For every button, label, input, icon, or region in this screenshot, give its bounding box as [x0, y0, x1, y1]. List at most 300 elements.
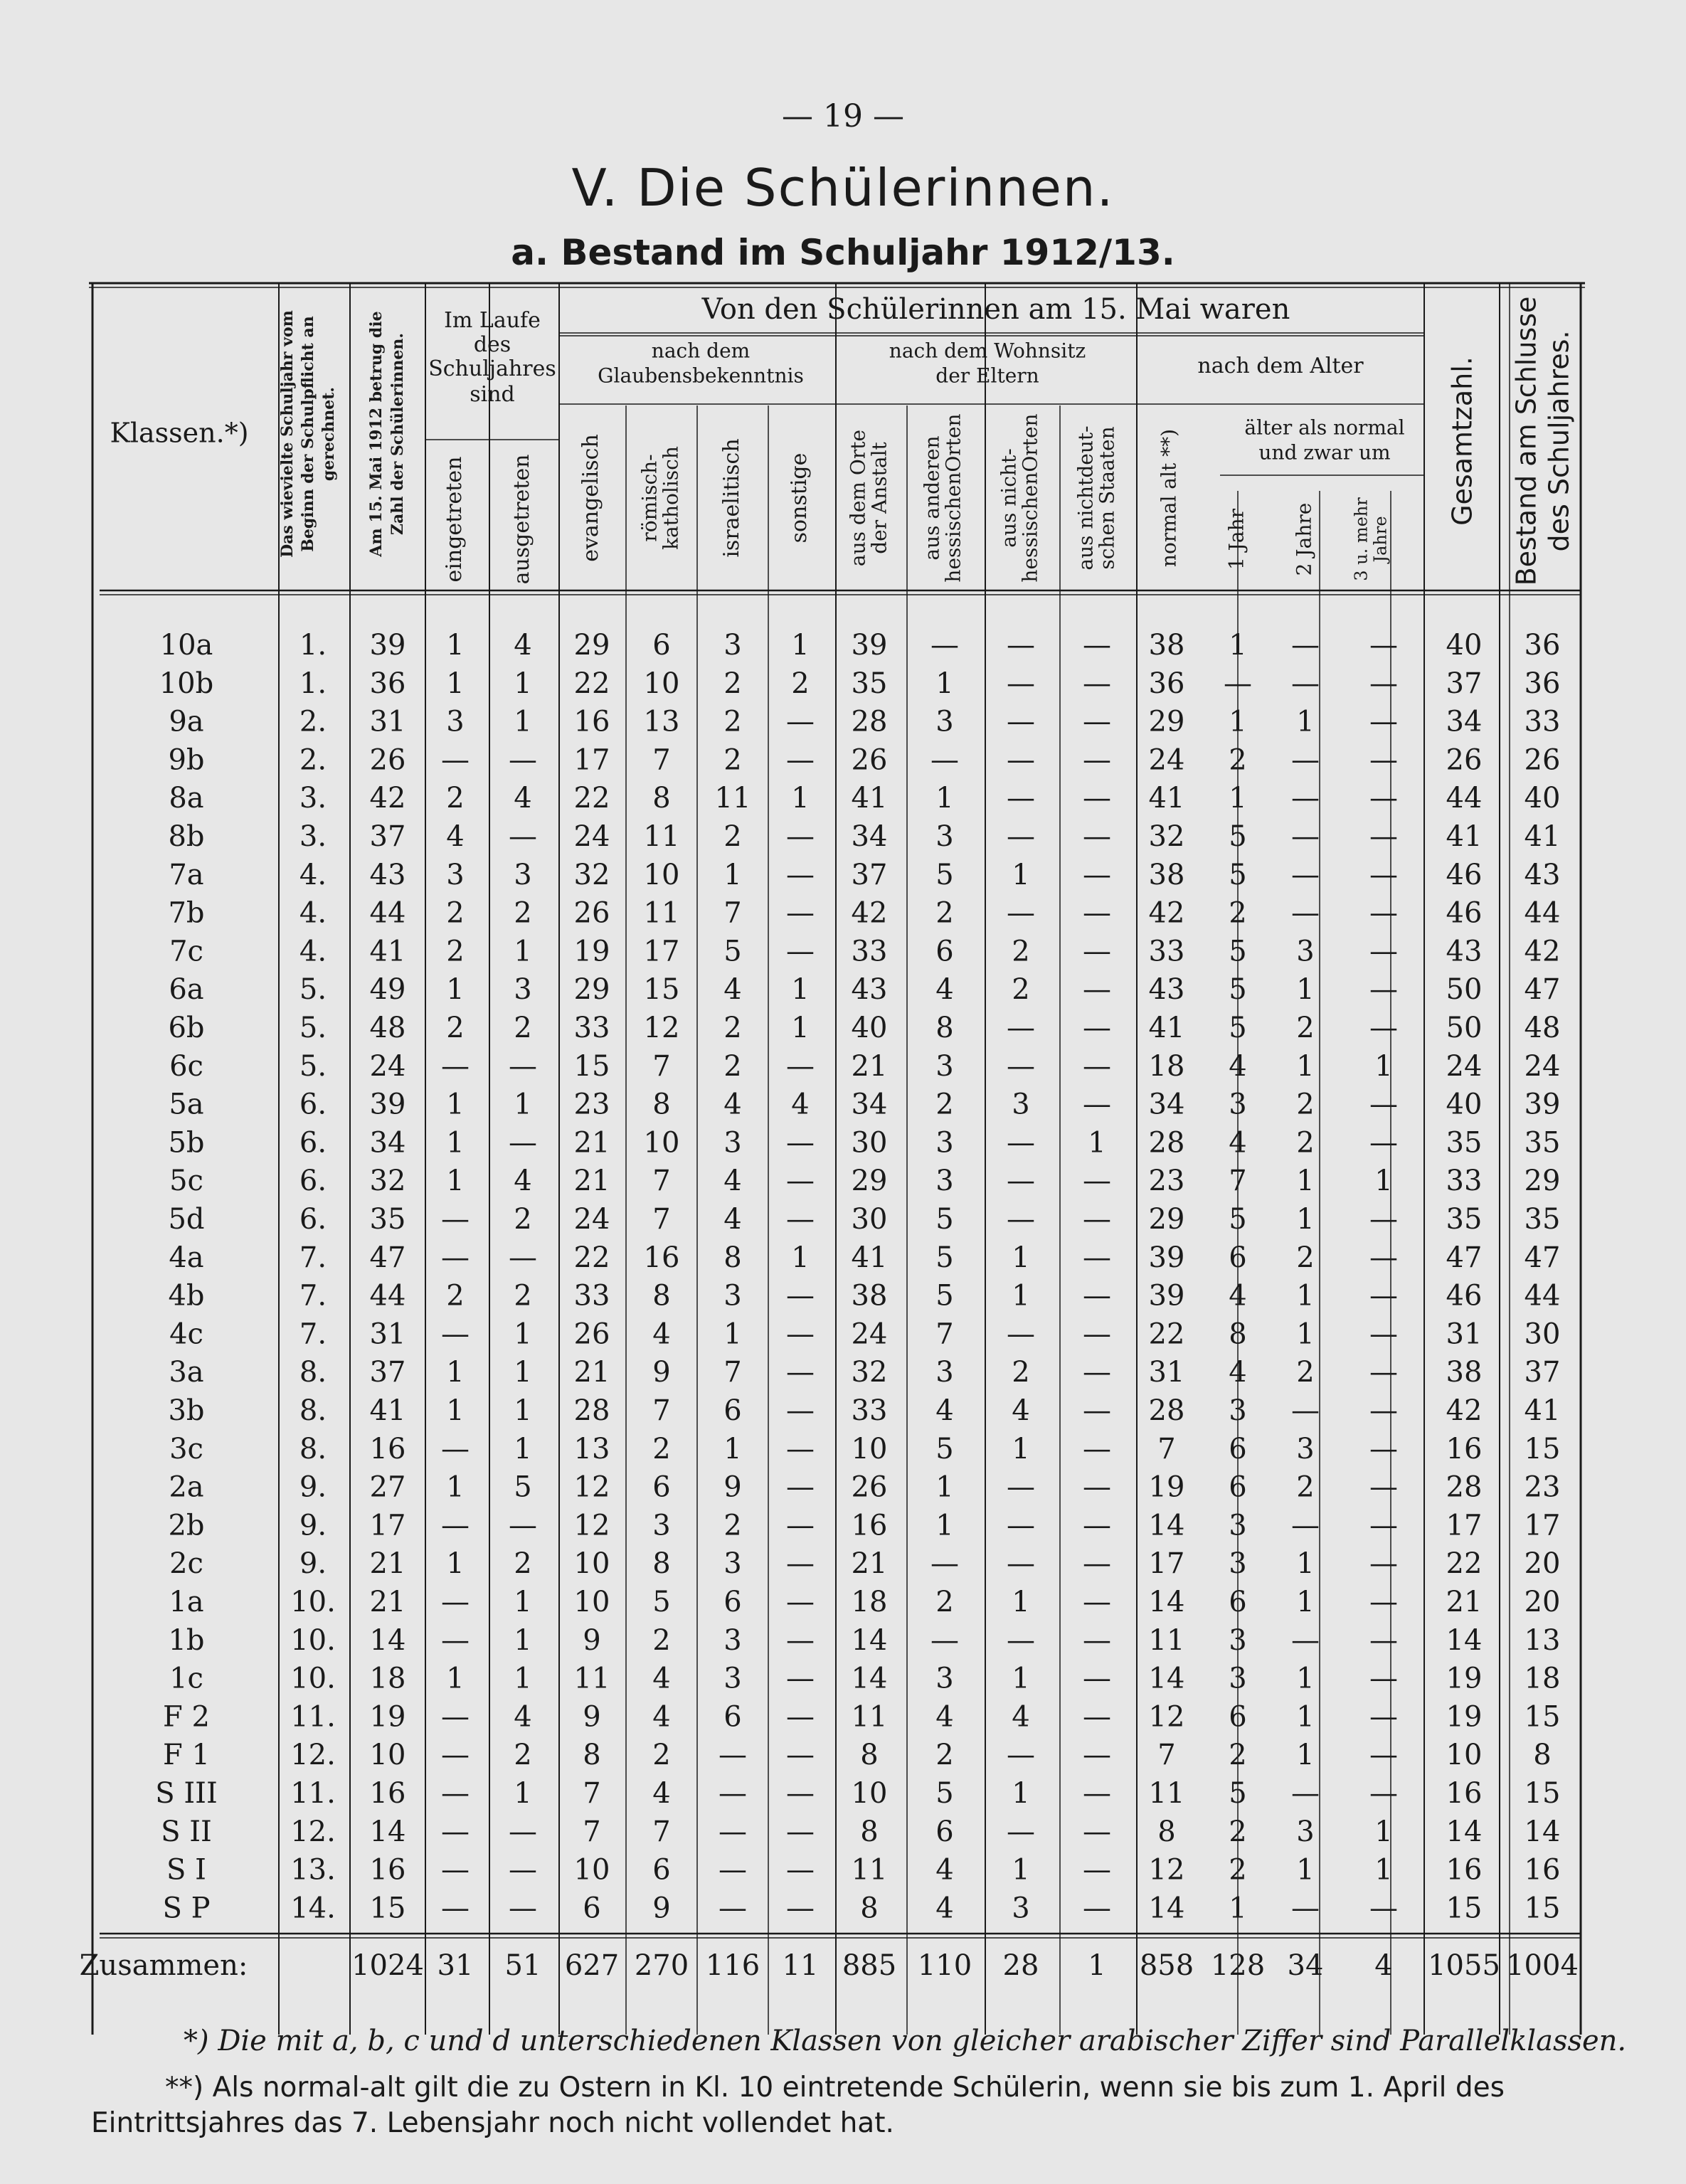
table-cell: 42 — [1524, 935, 1561, 968]
table-cell: 4 — [935, 1394, 954, 1427]
table-cell: 3 — [723, 629, 742, 662]
table-cell: 9. — [299, 1547, 327, 1581]
class-label: S III — [155, 1777, 218, 1810]
table-cell: 4 — [514, 1165, 532, 1198]
table-cell: 43 — [1446, 935, 1483, 968]
table-cell: 1 — [446, 1088, 465, 1121]
table-cell: — — [1083, 1700, 1111, 1734]
table-cell: 1 — [723, 1318, 742, 1351]
table-cell: 11 — [1148, 1623, 1185, 1657]
table-cell: 1 — [514, 935, 532, 968]
table-cell: 19 — [573, 935, 610, 968]
table-cell: 31 — [1446, 1318, 1483, 1351]
table-cell: 3 — [1229, 1547, 1247, 1581]
table-cell: — — [441, 1241, 470, 1274]
table-cell: 7 — [583, 1777, 601, 1810]
class-label: 3a — [169, 1356, 204, 1389]
table-cell: 17 — [369, 1509, 406, 1542]
header-glaubensbekenntnis: Glaubensbekenntnis — [598, 364, 804, 388]
table-cell: 4 — [1012, 1394, 1030, 1427]
table-cell: 14 — [1148, 1892, 1185, 1925]
table-cell: 2 — [1012, 935, 1030, 968]
header-beginn: Beginn der Schulpflicht an — [299, 316, 317, 552]
table-cell: 3. — [299, 782, 327, 815]
header-im-laufe: Schuljahres — [428, 356, 556, 381]
table-cell: 8 — [935, 1012, 954, 1044]
table-cell: 3 — [935, 705, 954, 738]
table-cell: 33 — [1148, 935, 1185, 968]
table-cell: 39 — [1524, 1088, 1561, 1121]
table-cell: — — [1369, 820, 1398, 853]
table-cell: 2. — [299, 705, 327, 738]
table-cell: — — [1083, 1547, 1111, 1581]
table-cell: — — [786, 1165, 815, 1198]
table-cell: 1 — [1012, 1586, 1030, 1618]
table-cell: 10. — [290, 1586, 336, 1618]
table-cell: 5 — [935, 1203, 954, 1236]
table-cell: 4 — [935, 973, 954, 1007]
table-cell: 29 — [1524, 1165, 1561, 1198]
table-cell: 15 — [1524, 1432, 1561, 1465]
class-label: 7c — [169, 935, 203, 968]
table-cell: — — [509, 820, 537, 853]
table-cell: 13. — [290, 1853, 336, 1887]
table-cell: — — [1083, 1165, 1111, 1198]
table-cell: 44 — [1524, 1279, 1561, 1313]
table-cell: 7 — [1157, 1432, 1176, 1465]
table-cell: 38 — [1148, 629, 1185, 662]
table-cell: 2 — [514, 1203, 532, 1236]
header-sonstige: sonstige — [787, 452, 812, 544]
table-cell: 41 — [369, 1394, 406, 1427]
table-cell: 2 — [1229, 896, 1247, 930]
table-cell: 19 — [1446, 1662, 1483, 1695]
table-cell: 29 — [573, 629, 610, 662]
table-cell: 26 — [1446, 743, 1483, 777]
table-cell: 4 — [1012, 1700, 1030, 1734]
table-cell: 2 — [1229, 1739, 1247, 1772]
table-cell: 48 — [1524, 1012, 1561, 1044]
table-cell: 46 — [1446, 1279, 1483, 1313]
table-cell: 10 — [851, 1777, 888, 1810]
table-cell: — — [1083, 629, 1111, 662]
class-label: 3c — [169, 1432, 203, 1465]
table-cell: 4 — [1229, 1356, 1247, 1389]
table-cell: 7 — [723, 1356, 742, 1389]
table-cell: — — [1007, 1318, 1035, 1351]
table-cell: — — [1007, 1509, 1035, 1542]
table-cell: 22 — [573, 667, 610, 700]
table-cell: 1 — [1296, 1739, 1315, 1772]
table-cell: 1 — [723, 858, 742, 891]
header-alter: nach dem Alter — [1197, 354, 1364, 378]
class-label: 7a — [169, 858, 204, 891]
table-cell: 12 — [1148, 1853, 1185, 1887]
table-cell: 8 — [652, 1279, 671, 1313]
table-cell: 33 — [851, 935, 888, 968]
table-cell: 2 — [1296, 1356, 1315, 1389]
table-cell: 1 — [514, 1586, 532, 1618]
table-cell: 20 — [1524, 1586, 1561, 1618]
table-cell: — — [509, 1509, 537, 1542]
table-cell: 4 — [514, 782, 532, 815]
table-cell: — — [1083, 1853, 1111, 1887]
table-cell: — — [441, 1853, 470, 1887]
totals-cell: 1055 — [1428, 1949, 1500, 1982]
table-cell: 14 — [1446, 1623, 1483, 1657]
table-cell: 35 — [1446, 1126, 1483, 1160]
table-cell: — — [1291, 1777, 1320, 1810]
table-cell: 18 — [369, 1662, 406, 1695]
table-cell: 41 — [1148, 1012, 1185, 1044]
table-cell: — — [1291, 1892, 1320, 1925]
table-cell: 38 — [1148, 858, 1185, 891]
table-cell: — — [441, 1700, 470, 1734]
table-cell: — — [1291, 820, 1320, 853]
page-title: V. Die Schülerinnen. — [571, 158, 1115, 218]
table-cell: 10. — [290, 1623, 336, 1657]
table-cell: 7 — [1157, 1739, 1176, 1772]
table-cell: 1 — [446, 1165, 465, 1198]
totals-cell: 28 — [1002, 1949, 1039, 1982]
table-cell: 3 — [723, 1126, 742, 1160]
table-cell: 6 — [1229, 1241, 1247, 1274]
table-cell: 35 — [851, 667, 888, 700]
table-cell: 37 — [369, 820, 406, 853]
table-cell: — — [786, 705, 815, 738]
table-cell: 1 — [1374, 1853, 1393, 1887]
table-cell: 42 — [369, 782, 406, 815]
table-cell: 8 — [652, 782, 671, 815]
table-cell: — — [1007, 1470, 1035, 1504]
class-label: 2b — [168, 1509, 205, 1542]
class-label: S P — [162, 1892, 211, 1925]
table-cell: 50 — [1446, 973, 1483, 1007]
table-cell: 42 — [1148, 896, 1185, 930]
table-cell: 3 — [1012, 1892, 1030, 1925]
header-normal-alt: normal alt **) — [1157, 428, 1181, 568]
table-cell: — — [509, 1049, 537, 1083]
table-cell: — — [786, 1662, 815, 1695]
table-cell: 22 — [1148, 1318, 1185, 1351]
table-cell: 8 — [652, 1088, 671, 1121]
table-cell: — — [1083, 1279, 1111, 1313]
table-cell: — — [1083, 1356, 1111, 1389]
table-cell: 28 — [573, 1394, 610, 1427]
table-cell: 14 — [1524, 1815, 1561, 1848]
table-cell: 43 — [1524, 858, 1561, 891]
table-cell: 14 — [1148, 1509, 1185, 1542]
table-cell: — — [1083, 1777, 1111, 1810]
table-cell: 14 — [369, 1815, 406, 1848]
table-cell: 19 — [1148, 1470, 1185, 1504]
table-cell: — — [1007, 782, 1035, 815]
table-cell: — — [1007, 896, 1035, 930]
table-cell: 23 — [1524, 1470, 1561, 1504]
table-cell: 35 — [1524, 1203, 1561, 1236]
table-cell: — — [1369, 1470, 1398, 1504]
table-cell: 2 — [935, 896, 954, 930]
table-cell: 1. — [299, 667, 327, 700]
table-cell: 3 — [935, 820, 954, 853]
table-cell: — — [931, 1547, 959, 1581]
table-cell: — — [786, 858, 815, 891]
table-cell: 34 — [1148, 1088, 1185, 1121]
table-cell: 40 — [851, 1012, 888, 1044]
table-cell: 16 — [1524, 1853, 1561, 1887]
header-von-den-schuelerinnen: Von den Schülerinnen am 15. Mai waren — [701, 293, 1290, 326]
table-cell: 1 — [1012, 1279, 1030, 1313]
table-cell: 1 — [514, 667, 532, 700]
table-cell: 3 — [446, 705, 465, 738]
table-cell: 13 — [573, 1432, 610, 1465]
table-cell: 1 — [1374, 1165, 1393, 1198]
table-cell: — — [1007, 820, 1035, 853]
table-cell: 7 — [652, 1203, 671, 1236]
table-cell: 4 — [723, 1165, 742, 1198]
table-cell: — — [931, 743, 959, 777]
table-cell: 14 — [369, 1623, 406, 1657]
table-cell: 44 — [1446, 782, 1483, 815]
totals-cell: 885 — [842, 1949, 897, 1982]
table-cell: — — [441, 1586, 470, 1618]
class-label: 8b — [168, 820, 205, 853]
class-label: S II — [161, 1815, 212, 1848]
table-cell: 4 — [446, 820, 465, 853]
table-cell: 39 — [369, 629, 406, 662]
table-cell: 1 — [791, 1241, 810, 1274]
table-cell: 2 — [1229, 1853, 1247, 1887]
table-cell: — — [1369, 667, 1398, 700]
table-cell: 11 — [851, 1853, 888, 1887]
table-cell: 1 — [446, 1662, 465, 1695]
table-cell: 16 — [643, 1241, 680, 1274]
table-cell: 6 — [723, 1700, 742, 1734]
table-cell: 5 — [935, 1777, 954, 1810]
table-cell: 20 — [1524, 1547, 1561, 1581]
table-cell: 5 — [935, 1279, 954, 1313]
table-cell: 3 — [1229, 1623, 1247, 1657]
table-cell: — — [441, 1815, 470, 1848]
table-cell: 12. — [290, 1739, 336, 1772]
table-cell: — — [1083, 1815, 1111, 1848]
table-cell: 6. — [299, 1088, 327, 1121]
table-cell: — — [1007, 1126, 1035, 1160]
table-cell: — — [1369, 1777, 1398, 1810]
table-cell: — — [1007, 1049, 1035, 1083]
table-cell: 18 — [851, 1586, 888, 1618]
table-cell: — — [931, 1623, 959, 1657]
table-cell: 3 — [1229, 1509, 1247, 1542]
table-cell: 15 — [1524, 1700, 1561, 1734]
table-cell: 50 — [1446, 1012, 1483, 1044]
table-cell: 1 — [1012, 1432, 1030, 1465]
table-cell: 3 — [1296, 1815, 1315, 1848]
table-cell: 6 — [652, 629, 671, 662]
table-cell: — — [1291, 1623, 1320, 1657]
table-cell: 2 — [652, 1739, 671, 1772]
totals-cell: 11 — [782, 1949, 819, 1982]
table-cell: 7 — [723, 896, 742, 930]
table-cell: 1 — [935, 1509, 954, 1542]
table-cell: 4 — [935, 1700, 954, 1734]
table-cell: — — [786, 1815, 815, 1848]
table-cell: 1 — [514, 1623, 532, 1657]
table-cell: 1 — [1374, 1815, 1393, 1848]
table-cell: — — [509, 1892, 537, 1925]
table-cell: 46 — [1446, 896, 1483, 930]
table-cell: — — [509, 1853, 537, 1887]
table-cell: 1 — [1012, 1662, 1030, 1695]
table-cell: 3 — [1229, 1662, 1247, 1695]
table-cell: 7 — [1229, 1165, 1247, 1198]
header-hessische-orten: aus anderen — [920, 435, 944, 561]
table-cell: 8 — [860, 1815, 879, 1848]
table-cell: — — [1369, 1241, 1398, 1274]
table-cell: 8 — [1229, 1318, 1247, 1351]
table-cell: 24 — [1524, 1049, 1561, 1083]
table-cell: 42 — [851, 896, 888, 930]
table-cell: 10 — [643, 858, 680, 891]
table-cell: 6 — [583, 1892, 601, 1925]
table-cell: 37 — [1524, 1356, 1561, 1389]
table-cell: 6 — [935, 1815, 954, 1848]
table-cell: — — [1369, 1126, 1398, 1160]
table-cell: 2 — [935, 1586, 954, 1618]
table-cell: — — [1083, 667, 1111, 700]
header-aelter: und zwar um — [1258, 440, 1391, 465]
table-cell: 17 — [573, 743, 610, 777]
table-cell: 1 — [446, 1394, 465, 1427]
table-cell: 33 — [573, 1279, 610, 1313]
class-label: 4b — [168, 1279, 205, 1313]
table-cell: 49 — [369, 973, 406, 1007]
table-cell: 16 — [1446, 1777, 1483, 1810]
table-cell: 7. — [299, 1241, 327, 1274]
table-cell: — — [1083, 1892, 1111, 1925]
table-cell: 3 — [723, 1279, 742, 1313]
table-cell: 26 — [851, 1470, 888, 1504]
table-cell: 39 — [851, 629, 888, 662]
table-cell: 4 — [652, 1777, 671, 1810]
table-cell: 41 — [1446, 820, 1483, 853]
table-cell: 9. — [299, 1470, 327, 1504]
table-cell: — — [1369, 1623, 1398, 1657]
table-cell: 30 — [851, 1203, 888, 1236]
table-cell: 1 — [935, 1470, 954, 1504]
table-cell: 15 — [1524, 1777, 1561, 1810]
table-cell: 5 — [935, 1432, 954, 1465]
table-cell: — — [1224, 667, 1252, 700]
table-cell: 3 — [723, 1662, 742, 1695]
table-cell: 7 — [652, 1049, 671, 1083]
table-cell: 2 — [1229, 1815, 1247, 1848]
class-label: 5c — [169, 1165, 203, 1198]
table-cell: 1 — [935, 667, 954, 700]
table-cell: 44 — [369, 896, 406, 930]
table-cell: 26 — [851, 743, 888, 777]
table-cell: 21 — [851, 1049, 888, 1083]
table-cell: 4 — [652, 1662, 671, 1695]
table-cell: 1. — [299, 629, 327, 662]
table-cell: 16 — [369, 1853, 406, 1887]
table-cell: 12 — [643, 1012, 680, 1044]
table-cell: 34 — [369, 1126, 406, 1160]
table-cell: 3 — [935, 1662, 954, 1695]
table-cell: 14 — [851, 1662, 888, 1695]
table-cell: 35 — [1524, 1126, 1561, 1160]
table-cell: 1 — [1296, 1203, 1315, 1236]
class-label: 10a — [159, 629, 213, 662]
table-cell: 16 — [1446, 1853, 1483, 1887]
table-cell: 21 — [851, 1547, 888, 1581]
table-cell: 7. — [299, 1318, 327, 1351]
table-cell: — — [1369, 1432, 1398, 1465]
table-cell: 44 — [369, 1279, 406, 1313]
header-wohnsitz: nach dem Wohnsitz — [889, 339, 1086, 363]
table-cell: 24 — [573, 820, 610, 853]
table-cell: 43 — [1148, 973, 1185, 1007]
header-katholisch: römisch- — [637, 454, 662, 542]
table-cell: 3 — [935, 1356, 954, 1389]
table-cell: 36 — [1524, 629, 1561, 662]
table-cell: 2 — [723, 820, 742, 853]
totals-cell: 34 — [1287, 1949, 1324, 1982]
table-cell: 8 — [652, 1547, 671, 1581]
table-cell: 1 — [446, 1126, 465, 1160]
table-cell: — — [1007, 667, 1035, 700]
table-cell: — — [1369, 1509, 1398, 1542]
table-cell: 1 — [446, 667, 465, 700]
table-cell: — — [1369, 1892, 1398, 1925]
table-cell: — — [1007, 1739, 1035, 1772]
table-cell: — — [1369, 858, 1398, 891]
table-cell: 2 — [446, 1012, 465, 1044]
table-cell: 15 — [643, 973, 680, 1007]
table-cell: 5 — [1229, 1012, 1247, 1044]
header-nichtdeutsche-staaten: schen Staaten — [1095, 426, 1119, 570]
table-cell: 5 — [1229, 973, 1247, 1007]
table-cell: 10 — [573, 1586, 610, 1618]
table-cell: 5 — [935, 858, 954, 891]
table-cell: — — [786, 1700, 815, 1734]
table-cell: — — [1369, 782, 1398, 815]
table-cell: 3 — [935, 1126, 954, 1160]
table-cell: 10. — [290, 1662, 336, 1695]
table-cell: 16 — [369, 1432, 406, 1465]
table-cell: 1 — [1296, 973, 1315, 1007]
table-cell: — — [1083, 896, 1111, 930]
table-cell: 2 — [446, 935, 465, 968]
table-cell: — — [1369, 1318, 1398, 1351]
table-cell: 44 — [1524, 896, 1561, 930]
table-cell: 6. — [299, 1165, 327, 1198]
table-cell: 3 — [514, 858, 532, 891]
table-cell: 2 — [791, 667, 810, 700]
totals-cell: 1004 — [1506, 1949, 1579, 1982]
class-label: S I — [166, 1853, 206, 1887]
table-cell: 1 — [1229, 1892, 1247, 1925]
class-label: 5d — [168, 1203, 205, 1236]
table-cell: 1 — [514, 1318, 532, 1351]
table-cell: 1 — [1229, 782, 1247, 815]
table-cell: — — [509, 1126, 537, 1160]
table-cell: 47 — [1446, 1241, 1483, 1274]
header-mai-1912: Am 15. Mai 1912 betrug die — [367, 311, 386, 557]
table-cell: — — [441, 1432, 470, 1465]
header-israelitisch: israelitisch — [719, 438, 744, 558]
table-cell: — — [786, 1586, 815, 1618]
